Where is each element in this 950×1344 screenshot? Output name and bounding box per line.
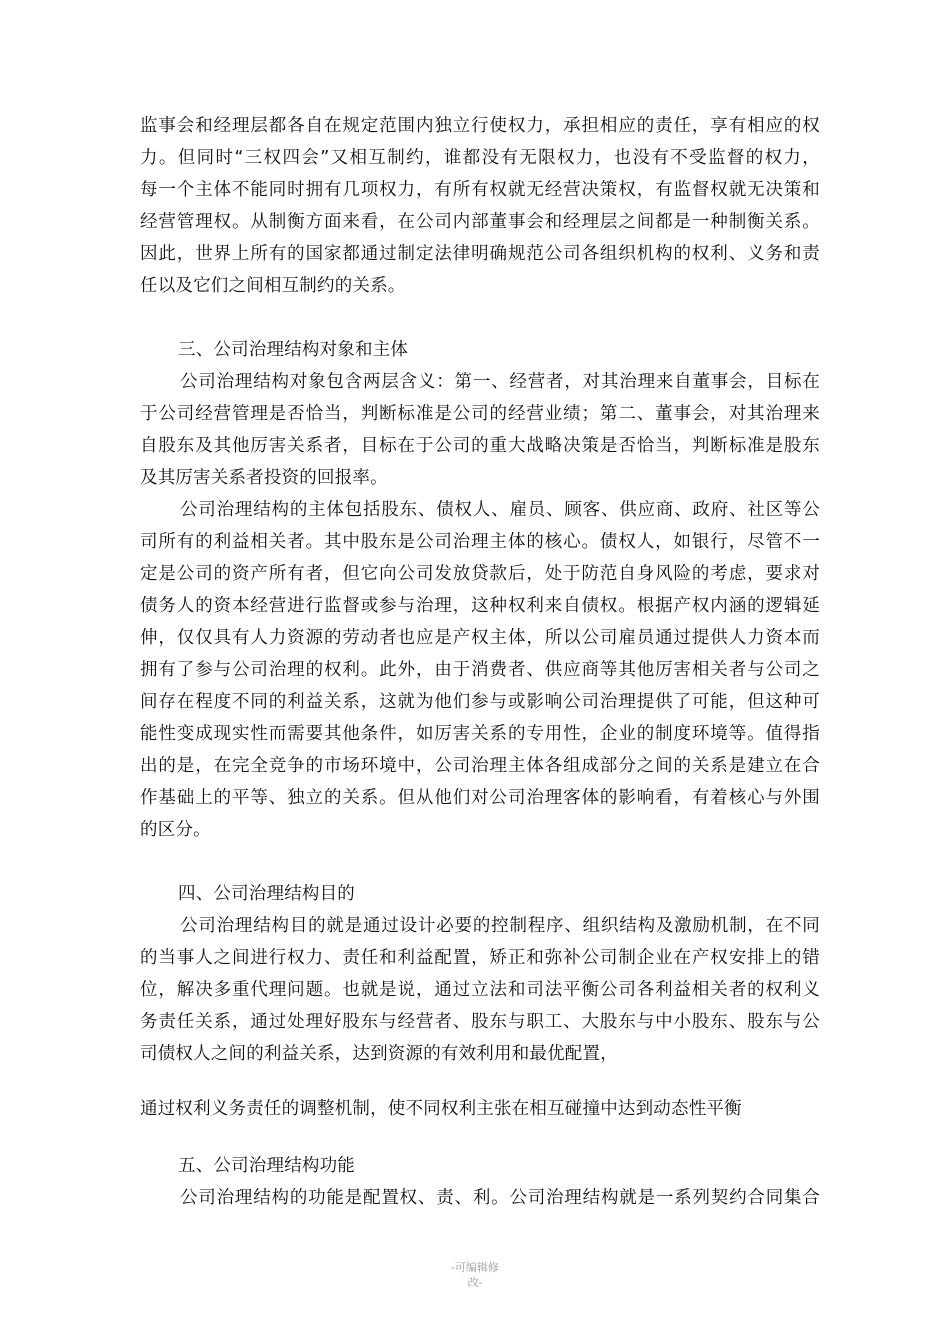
paragraph-line: 及其厉害关系者投资的回报率。 [140,468,388,488]
paragraph-line: 通过权利义务责任的调整机制，使不同权利主张在相互碰撞中达到动态性平衡 [140,1099,742,1119]
paragraph-line: 拥有了参与公司治理的权利。此外，由于消费者、供应商等其他厉害相关者与公司之 [140,660,820,680]
paragraph-line: 出的是，在完全竞争的市场环境中，公司治理主体各组成部分之间的关系是建立在合 [140,756,820,776]
paragraph-line: 每一个主体不能同时拥有几项权力，有所有权就无经营决策权，有监督权就无决策和 [140,180,820,200]
paragraph-line: 作基础上的平等、独立的关系。但从他们对公司治理客体的影响看，有着核心与外围 [140,788,820,808]
footer-editable-note: -可编辑修 [451,1261,499,1274]
paragraph-line: 于公司经营管理是否恰当，判断标准是公司的经营业绩；第二、董事会，对其治理来 [140,404,820,424]
paragraph-line: 位，解决多重代理问题。也就是说，通过立法和司法平衡公司各利益相关者的权利义 [140,980,820,1000]
section-heading: 五、公司治理结构功能 [178,1156,355,1176]
paragraph-line: 任以及它们之间相互制约的关系。 [140,276,406,296]
paragraph-line: 监事会和经理层都各自在规定范围内独立行使权力，承担相应的责任，享有相应的权 [140,116,820,136]
paragraph-line: 公司治理结构目的就是通过设计必要的控制程序、组织结构及激励机制，在不同 [180,916,820,936]
section-heading: 三、公司治理结构对象和主体 [178,340,409,360]
paragraph-line: 的当事人之间进行权力、责任和利益配置，矫正和弥补公司制企业在产权安排上的错 [140,948,820,968]
paragraph-line: 因此，世界上所有的国家都通过制定法律明确规范公司各组织机构的权利、义务和责 [140,244,820,264]
paragraph-line: 公司治理结构的功能是配置权、责、利。公司治理结构就是一系列契约合同集合 [180,1188,820,1208]
paragraph-line: 间存在程度不同的利益关系，这就为他们参与或影响公司治理提供了可能，但这种可 [140,692,820,712]
paragraph-line: 力。但同时“三权四会”又相互制约，谁都没有无限权力，也没有不受监督的权力， [140,148,820,168]
paragraph-line: 公司治理结构的主体包括股东、债权人、雇员、顾客、供应商、政府、社区等公 [180,500,820,520]
paragraph-line: 务责任关系，通过处理好股东与经营者、股东与职工、大股东与中小股东、股东与公 [140,1012,820,1032]
paragraph-line: 经营管理权。从制衡方面来看，在公司内部董事会和经理层之间都是一种制衡关系。 [140,212,820,232]
paragraph-line: 伸，仅仅具有人力资源的劳动者也应是产权主体，所以公司雇员通过提供人力资本而 [140,628,820,648]
footer-editable-note: 改- [467,1276,483,1289]
paragraph-line: 的区分。 [140,820,211,840]
paragraph-line: 司债权人之间的利益关系，达到资源的有效利用和最优配置， [140,1044,618,1064]
paragraph-line: 定是公司的资产所有者，但它向公司发放贷款后，处于防范自身风险的考虑，要求对 [140,564,820,584]
paragraph-line: 债务人的资本经营进行监督或参与治理，这种权利来自债权。根据产权内涵的逻辑延 [140,596,820,616]
paragraph-line: 公司治理结构对象包含两层含义：第一、经营者，对其治理来自董事会，目标在 [180,372,820,392]
section-heading: 四、公司治理结构目的 [178,884,355,904]
paragraph-line: 自股东及其他厉害关系者，目标在于公司的重大战略决策是否恰当，判断标准是股东 [140,436,820,456]
paragraph-line: 能性变成现实性而需要其他条件，如厉害关系的专用性，企业的制度环境等。值得指 [140,724,820,744]
paragraph-line: 司所有的利益相关者。其中股东是公司治理主体的核心。债权人，如银行，尽管不一 [140,532,820,552]
